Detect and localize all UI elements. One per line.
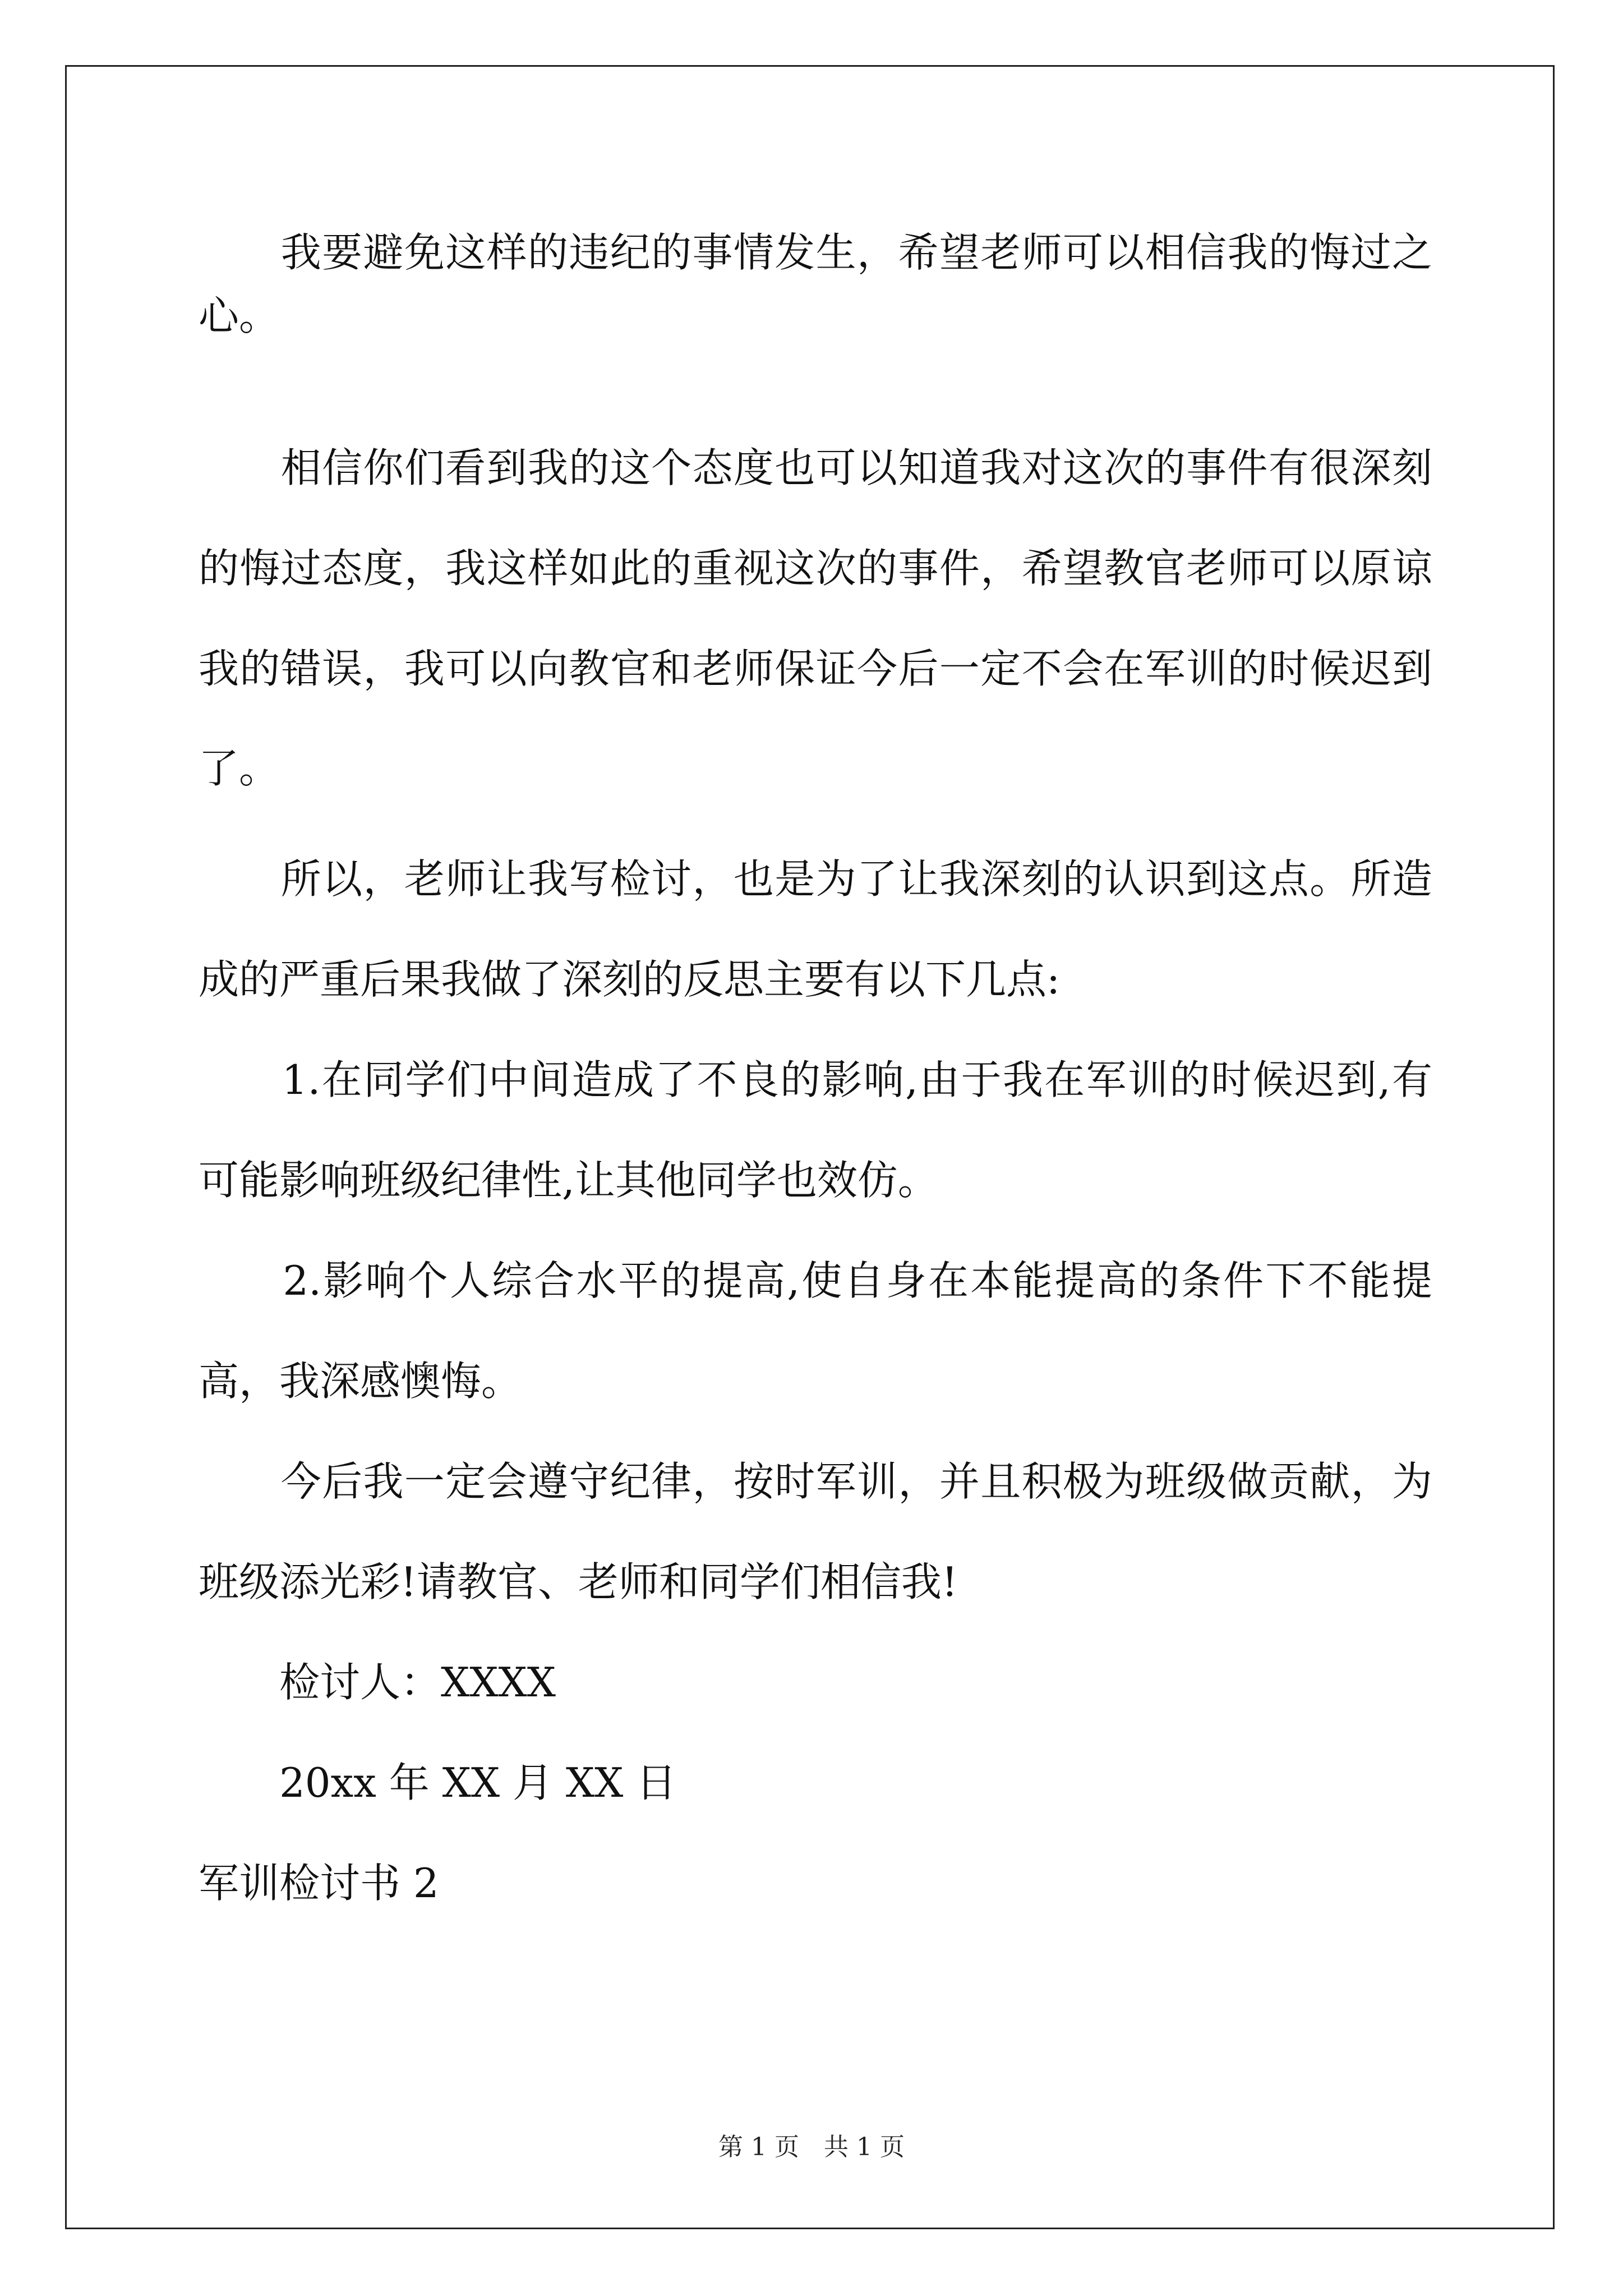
page-footer [0, 2135, 1623, 2160]
page-total: 共 1 页 [824, 2133, 905, 2161]
paragraph-4-line-1: 1.在同学们中间造成了不良的影响,由于我在军训的时候迟到,有 [199, 1056, 1432, 1103]
paragraph-6-line-1: 今后我一定会遵守纪律，按时军训，并且积极为班级做贡献，为 [199, 1458, 1432, 1505]
paragraph-1-line-2: 心。 [199, 292, 280, 339]
paragraph-2-line-4: 了。 [199, 745, 280, 792]
signer-line: 检讨人：XXXX [199, 1659, 556, 1706]
page-number: 第 1 页 [718, 2133, 799, 2161]
next-section-heading: 军训检讨书 2 [199, 1860, 439, 1907]
paragraph-5-line-2: 高，我深感懊悔。 [199, 1358, 522, 1405]
paragraph-5-line-1: 2.影响个人综合水平的提高,使自身在本能提高的条件下不能提 [199, 1257, 1432, 1304]
paragraph-4-line-2: 可能影响班级纪律性,让其他同学也效仿。 [199, 1157, 938, 1204]
date-line: 20xx 年 XX 月 XX 日 [199, 1759, 677, 1806]
paragraph-3-line-1: 所以，老师让我写检讨，也是为了让我深刻的认识到这点。所造 [199, 855, 1432, 903]
paragraph-1-line-1: 我要避免这样的违纪的事情发生，希望老师可以相信我的悔过之 [199, 229, 1432, 276]
paragraph-2-line-3: 我的错误，我可以向教官和老师保证今后一定不会在军训的时候迟到 [199, 645, 1432, 692]
paragraph-3-line-2: 成的严重后果我做了深刻的反思主要有以下几点: [199, 956, 1061, 1003]
paragraph-2-line-1: 相信你们看到我的这个态度也可以知道我对这次的事件有很深刻 [199, 444, 1432, 491]
paragraph-2-line-2: 的悔过态度，我这样如此的重视这次的事件，希望教官老师可以原谅 [199, 545, 1432, 592]
paragraph-6-line-2: 班级添光彩!请教官、老师和同学们相信我! [199, 1558, 958, 1605]
